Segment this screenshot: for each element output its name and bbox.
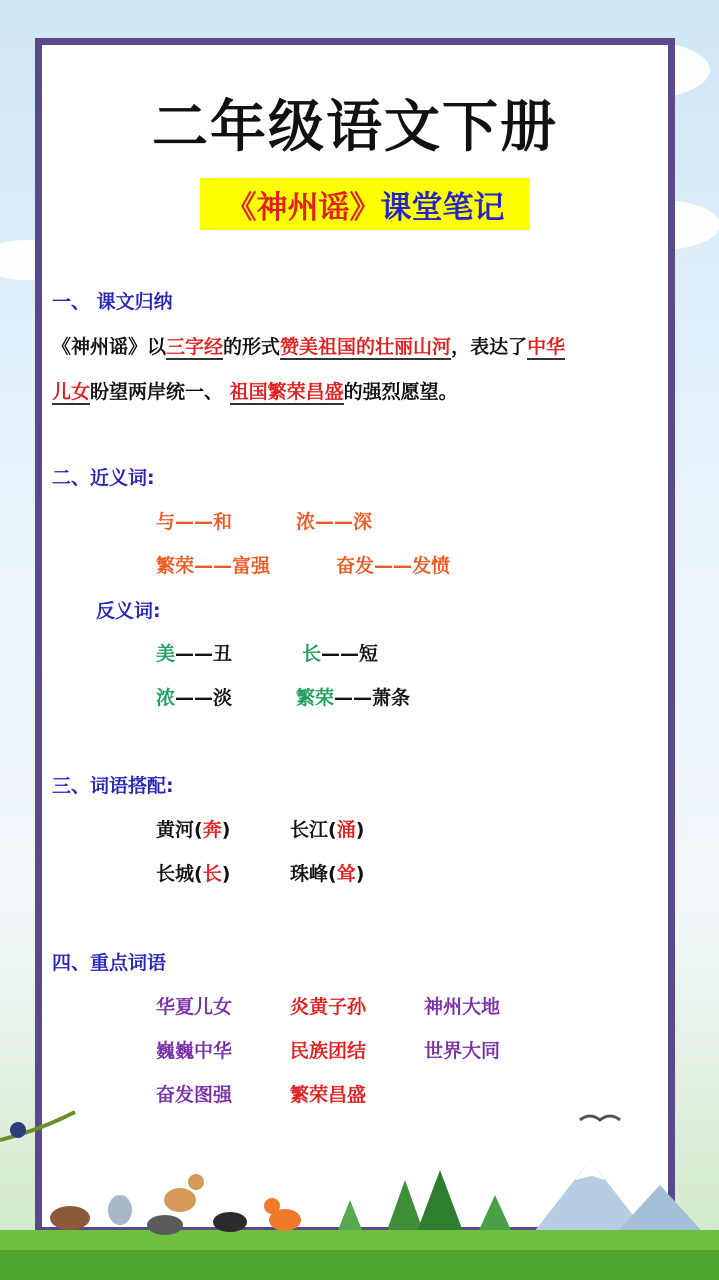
key-word-item: 世界大同 — [424, 1040, 501, 1062]
note-card — [35, 38, 675, 1234]
key-word: 耸 — [336, 863, 356, 885]
text-span: 黄河( — [156, 819, 203, 841]
text-span: ，表达了 — [451, 336, 528, 358]
text-span: 的形式 — [223, 336, 281, 358]
subtitle-notes: 课堂笔记 — [380, 189, 505, 226]
antonym-word: ——丑 — [175, 643, 233, 665]
collocation-pair — [290, 815, 364, 842]
synonym-pair: 繁荣——富强 — [156, 555, 271, 577]
section-heading-summary: 一、 课文归纳 — [52, 291, 173, 313]
section-heading-collocations: 三、词语搭配: — [52, 775, 174, 797]
antonym-pair — [156, 639, 232, 666]
key-word: 涌 — [336, 819, 356, 841]
synonym-pair: 奋发——发愤 — [336, 555, 451, 577]
antonym-word: 繁荣 — [296, 687, 335, 709]
antonym-pair — [296, 683, 410, 710]
collocation-pair — [290, 859, 364, 886]
key-word-item: 民族团结 — [290, 1040, 367, 1062]
key-phrase: 中华 — [527, 336, 566, 358]
bird-icon — [580, 1116, 620, 1120]
fox-icon — [264, 1198, 280, 1214]
key-word-item: 巍巍中华 — [156, 1040, 233, 1062]
synonym-pair: 与——和 — [156, 511, 233, 533]
section-heading-synonyms: 二、近义词: — [52, 467, 155, 489]
summary-line-1 — [52, 332, 565, 359]
antonym-word: 美 — [156, 643, 176, 665]
text-span: 珠峰( — [290, 863, 337, 885]
text-span: 的强烈愿望。 — [343, 381, 458, 403]
deer-icon — [188, 1174, 204, 1190]
bird-icon — [10, 1122, 26, 1138]
badger-icon — [147, 1215, 183, 1235]
text-span: 长城( — [156, 863, 203, 885]
subtitle-lesson: 《神州谣》 — [225, 189, 381, 226]
key-phrase: 祖国繁荣昌盛 — [229, 381, 344, 403]
key-word-item: 神州大地 — [424, 996, 501, 1018]
section-heading-key-words: 四、重点词语 — [52, 952, 167, 974]
text-span: 《神州谣》以 — [52, 336, 167, 358]
synonym-pair: 浓——深 — [296, 511, 373, 533]
key-word-item: 奋发图强 — [156, 1084, 233, 1106]
page-title: 二年级语文下册 — [152, 95, 558, 160]
key-word-item: 繁荣昌盛 — [290, 1084, 367, 1106]
text-span: 长江( — [290, 819, 337, 841]
key-word: 奔 — [202, 819, 222, 841]
key-word: 长 — [202, 863, 222, 885]
antonym-word: 浓 — [156, 687, 176, 709]
grass-ground — [0, 1250, 719, 1280]
antonym-word: 长 — [302, 643, 322, 665]
antonym-word: ——短 — [321, 643, 379, 665]
key-word-item: 华夏儿女 — [156, 996, 233, 1018]
key-phrase: 儿女 — [52, 381, 91, 403]
text-span: ) — [221, 819, 231, 841]
skunk-icon — [213, 1212, 247, 1232]
collocation-pair — [156, 859, 230, 886]
deer-icon — [164, 1188, 196, 1212]
key-phrase: 三字经 — [166, 336, 224, 358]
boar-icon — [50, 1206, 90, 1230]
text-span: 盼望两岸统一、 — [90, 381, 230, 403]
key-phrase: 赞美祖国的壮丽山河 — [280, 336, 452, 358]
nature-scene-illustration — [0, 1100, 719, 1280]
collocation-pair — [156, 815, 230, 842]
antonym-word: ——萧条 — [334, 687, 411, 709]
summary-line-2 — [52, 377, 458, 404]
antonym-word: ——淡 — [175, 687, 233, 709]
text-span: ) — [221, 863, 231, 885]
text-span: ) — [355, 819, 365, 841]
subtitle-banner — [200, 178, 530, 230]
section-heading-antonyms: 反义词: — [96, 600, 161, 622]
antonym-pair — [156, 683, 232, 710]
rabbit-icon — [108, 1195, 132, 1225]
text-span: ) — [355, 863, 365, 885]
key-word-item: 炎黄子孙 — [290, 996, 367, 1018]
antonym-pair — [302, 639, 378, 666]
